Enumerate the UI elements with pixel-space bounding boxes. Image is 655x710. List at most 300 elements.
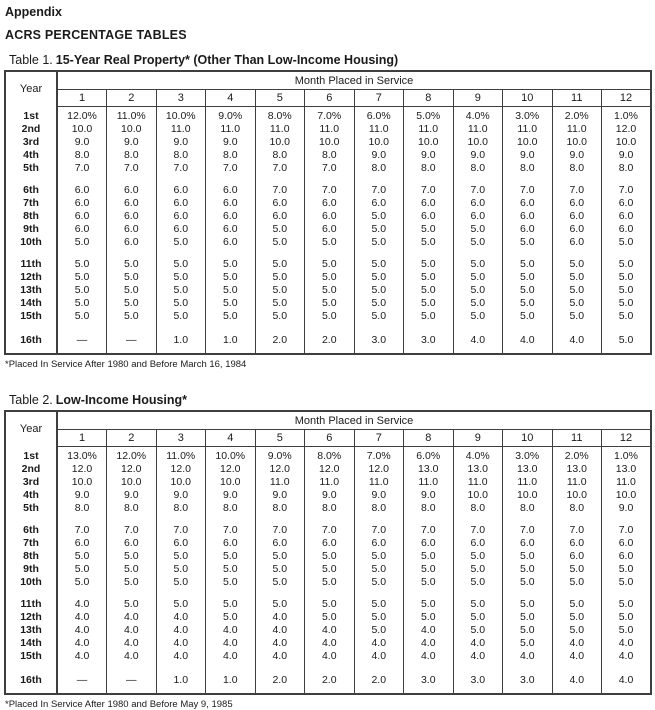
percentage-cell: 6.0 (404, 210, 454, 223)
percentage-cell: 5.0 (552, 258, 602, 271)
percentage-cell: 6.0 (404, 197, 454, 210)
spacer-cell (57, 249, 107, 258)
month-column-header: 2 (107, 430, 157, 447)
percentage-cell: 7.0 (453, 184, 503, 197)
percentage-cell: 12.0% (57, 107, 107, 124)
spacer-cell (354, 249, 404, 258)
percentage-cell: 6.0 (503, 223, 553, 236)
percentage-cell: 3.0 (503, 672, 553, 694)
percentage-cell: — (107, 672, 157, 694)
percentage-cell: 8.0 (552, 162, 602, 175)
percentage-cell: 6.0 (602, 210, 652, 223)
year-label: 2nd (5, 463, 57, 476)
year-label: 3rd (5, 136, 57, 149)
percentage-cell: 5.0 (503, 310, 553, 323)
month-column-header: 6 (305, 90, 355, 107)
spacer-cell (305, 175, 355, 184)
percentage-cell: 5.0 (255, 550, 305, 563)
table2-header-row-months (5, 430, 651, 447)
percentage-cell: 6.0 (255, 537, 305, 550)
table-row (5, 258, 651, 271)
spacer-cell (503, 175, 553, 184)
percentage-cell: 5.0 (404, 223, 454, 236)
percentage-cell: 6.0 (602, 197, 652, 210)
year-label: 4th (5, 489, 57, 502)
percentage-cell: 7.0 (305, 524, 355, 537)
table-row (5, 524, 651, 537)
percentage-cell: 5.0 (255, 598, 305, 611)
percentage-cell: 5.0 (503, 258, 553, 271)
percentage-cell: 9.0 (107, 489, 157, 502)
percentage-cell: 4.0 (404, 650, 454, 663)
percentage-cell: 4.0 (57, 637, 107, 650)
percentage-cell: 9.0 (404, 489, 454, 502)
spacer-cell (404, 589, 454, 598)
spacer-cell (5, 589, 57, 598)
percentage-cell: 7.0 (602, 184, 652, 197)
percentage-cell: 7.0 (57, 162, 107, 175)
month-column-header: 1 (57, 90, 107, 107)
percentage-cell: 5.0 (107, 271, 157, 284)
percentage-cell: 11.0 (206, 123, 256, 136)
percentage-cell: 7.0 (404, 184, 454, 197)
appendix-label: Appendix (5, 5, 62, 19)
table-row (5, 197, 651, 210)
percentage-cell: 4.0 (255, 611, 305, 624)
percentage-cell: 5.0 (602, 563, 652, 576)
percentage-cell: 6.0 (552, 537, 602, 550)
percentage-cell: 5.0 (404, 550, 454, 563)
percentage-cell: 5.0 (57, 310, 107, 323)
percentage-cell: 8.0 (255, 149, 305, 162)
percentage-cell: 5.0 (602, 310, 652, 323)
percentage-cell: 5.0 (107, 258, 157, 271)
spacer-cell (107, 323, 157, 332)
percentage-cell: 4.0 (156, 650, 206, 663)
percentage-cell: 2.0 (305, 672, 355, 694)
percentage-cell: 7.0 (602, 524, 652, 537)
percentage-cell: 6.0% (404, 447, 454, 464)
month-column-header: 12 (602, 430, 652, 447)
percentage-cell: 9.0 (156, 489, 206, 502)
percentage-cell: 5.0 (552, 563, 602, 576)
percentage-cell: 5.0 (57, 236, 107, 249)
percentage-cell: 5.0 (354, 611, 404, 624)
percentage-cell: 10.0 (206, 476, 256, 489)
percentage-cell: 5.0 (404, 297, 454, 310)
percentage-cell: 5.0 (354, 271, 404, 284)
spacer-cell (5, 175, 57, 184)
table-row (5, 502, 651, 515)
percentage-cell: 5.0 (57, 563, 107, 576)
percentage-cell: 6.0 (552, 550, 602, 563)
year-label: 11th (5, 258, 57, 271)
percentage-cell: 5.0 (503, 284, 553, 297)
table2-caption-title: Low-Income Housing* (55, 393, 188, 407)
percentage-cell: 12.0 (206, 463, 256, 476)
percentage-cell: 7.0 (552, 184, 602, 197)
year-label: 13th (5, 284, 57, 297)
percentage-cell: 10.0 (602, 489, 652, 502)
percentage-cell: 4.0 (552, 637, 602, 650)
percentage-cell: 11.0 (602, 476, 652, 489)
spacer-cell (602, 589, 652, 598)
percentage-cell: — (57, 332, 107, 354)
percentage-cell: 5.0 (602, 332, 652, 354)
percentage-cell: 4.0 (107, 637, 157, 650)
percentage-cell: 5.0 (107, 284, 157, 297)
percentage-cell: 10.0 (503, 489, 553, 502)
percentage-cell: 5.0 (156, 576, 206, 589)
percentage-cell: 5.0 (503, 576, 553, 589)
percentage-cell: 12.0% (107, 447, 157, 464)
percentage-cell: 5.0 (552, 624, 602, 637)
percentage-cell: 4.0 (602, 650, 652, 663)
spacer-cell (107, 175, 157, 184)
spacer-cell (305, 589, 355, 598)
percentage-cell: 7.0 (354, 524, 404, 537)
year-label: 8th (5, 550, 57, 563)
table-row (5, 447, 651, 464)
percentage-cell: 11.0 (404, 476, 454, 489)
percentage-cell: 5.0 (255, 310, 305, 323)
percentage-cell: 10.0 (453, 136, 503, 149)
spacer-cell (503, 663, 553, 672)
percentage-cell: 5.0 (305, 297, 355, 310)
percentage-cell: 11.0% (156, 447, 206, 464)
percentage-cell: 5.0 (453, 284, 503, 297)
percentage-cell: 5.0 (57, 258, 107, 271)
percentage-cell: 12.0 (305, 463, 355, 476)
percentage-cell: 8.0 (305, 149, 355, 162)
spacer-cell (57, 515, 107, 524)
percentage-cell: 8.0 (453, 502, 503, 515)
spacer-cell (552, 515, 602, 524)
percentage-cell: 5.0 (453, 297, 503, 310)
percentage-cell: 6.0 (156, 537, 206, 550)
percentage-cell: 2.0% (552, 447, 602, 464)
spacer-cell (206, 249, 256, 258)
percentage-cell: 6.0 (206, 197, 256, 210)
percentage-cell: 4.0 (354, 637, 404, 650)
percentage-cell: 5.0 (453, 550, 503, 563)
percentage-cell: 5.0 (57, 271, 107, 284)
percentage-cell: 13.0 (602, 463, 652, 476)
percentage-cell: 5.0 (107, 310, 157, 323)
year-label: 14th (5, 637, 57, 650)
spacer-cell (255, 515, 305, 524)
percentage-cell: 5.0 (602, 284, 652, 297)
percentage-cell: 5.0 (156, 297, 206, 310)
month-placed-in-service-header: Month Placed in Service (57, 71, 651, 90)
percentage-cell: 6.0 (503, 197, 553, 210)
percentage-cell: 6.0 (206, 537, 256, 550)
year-label: 7th (5, 197, 57, 210)
percentage-cell: 6.0 (305, 210, 355, 223)
row-group-spacer (5, 175, 651, 184)
percentage-cell: 5.0 (354, 563, 404, 576)
month-column-header: 11 (552, 90, 602, 107)
percentage-cell: 6.0 (354, 537, 404, 550)
year-label: 13th (5, 624, 57, 637)
percentage-cell: 5.0 (156, 271, 206, 284)
spacer-cell (552, 589, 602, 598)
percentage-cell: 11.0% (107, 107, 157, 124)
percentage-cell: 1.0% (602, 447, 652, 464)
percentage-cell: 4.0 (453, 650, 503, 663)
percentage-cell: 8.0 (354, 502, 404, 515)
year-label: 10th (5, 576, 57, 589)
spacer-cell (354, 589, 404, 598)
percentage-cell: 5.0 (206, 576, 256, 589)
percentage-cell: 13.0% (57, 447, 107, 464)
percentage-cell: 4.0 (206, 624, 256, 637)
percentage-cell: 5.0 (354, 624, 404, 637)
percentage-cell: 2.0 (255, 332, 305, 354)
year-label: 15th (5, 650, 57, 663)
percentage-cell: 6.0 (602, 550, 652, 563)
percentage-cell: 5.0 (305, 271, 355, 284)
table-row (5, 136, 651, 149)
table2-caption (9, 393, 655, 407)
percentage-cell: 11.0 (255, 123, 305, 136)
percentage-cell: 7.0 (156, 162, 206, 175)
percentage-cell: 5.0 (602, 598, 652, 611)
spacer-cell (404, 249, 454, 258)
percentage-cell: 5.0 (206, 563, 256, 576)
percentage-cell: 1.0 (156, 672, 206, 694)
percentage-cell: 5.0 (453, 576, 503, 589)
row-group-spacer (5, 323, 651, 332)
year-label: 12th (5, 611, 57, 624)
table1-caption-title: 15-Year Real Property* (Other Than Low-Income Housing) (55, 53, 399, 67)
percentage-cell: 4.0 (156, 611, 206, 624)
percentage-cell: 5.0 (354, 284, 404, 297)
table-row (5, 107, 651, 124)
percentage-cell: 5.0 (156, 550, 206, 563)
percentage-cell: 10.0 (107, 123, 157, 136)
percentage-cell: 2.0 (255, 672, 305, 694)
percentage-cell: 6.0 (305, 223, 355, 236)
percentage-cell: 5.0 (107, 576, 157, 589)
percentage-cell: 3.0 (354, 332, 404, 354)
percentage-cell: 5.0 (503, 550, 553, 563)
percentage-cell: 5.0 (107, 297, 157, 310)
spacer-cell (5, 515, 57, 524)
year-label: 16th (5, 332, 57, 354)
percentage-cell: 10.0 (552, 136, 602, 149)
percentage-cell: 5.0 (503, 236, 553, 249)
percentage-cell: 5.0 (305, 284, 355, 297)
spacer-cell (354, 323, 404, 332)
percentage-cell: 8.0 (503, 502, 553, 515)
spacer-cell (404, 515, 454, 524)
percentage-cell: 6.0 (552, 210, 602, 223)
percentage-cell: 7.0 (255, 162, 305, 175)
percentage-cell: 6.0 (305, 537, 355, 550)
percentage-cell: 4.0% (453, 447, 503, 464)
percentage-cell: 5.0 (255, 297, 305, 310)
percentage-cell: 3.0 (453, 672, 503, 694)
percentage-cell: 5.0 (206, 611, 256, 624)
percentage-cell: 5.0 (602, 624, 652, 637)
month-column-header: 2 (107, 90, 157, 107)
percentage-cell: 8.0 (404, 162, 454, 175)
percentage-cell: 11.0 (354, 476, 404, 489)
spacer-cell (5, 663, 57, 672)
spacer-cell (453, 323, 503, 332)
month-column-header: 7 (354, 90, 404, 107)
table2-footnote: *Placed In Service After 1980 and Before May 9, 1985 (5, 699, 233, 710)
month-column-header: 4 (206, 90, 256, 107)
year-label: 5th (5, 502, 57, 515)
percentage-cell: 6.0 (156, 197, 206, 210)
percentage-cell: 10.0 (453, 489, 503, 502)
percentage-cell: 2.0% (552, 107, 602, 124)
percentage-cell: 5.0 (503, 271, 553, 284)
spacer-cell (206, 663, 256, 672)
percentage-cell: 10.0 (354, 136, 404, 149)
percentage-cell: 6.0 (206, 184, 256, 197)
percentage-cell: 5.0 (354, 550, 404, 563)
percentage-cell: 6.0 (57, 197, 107, 210)
table-row (5, 611, 651, 624)
percentage-cell: 5.0 (354, 236, 404, 249)
spacer-cell (354, 663, 404, 672)
row-group-spacer (5, 589, 651, 598)
spacer-cell (156, 663, 206, 672)
percentage-cell: 10.0 (503, 136, 553, 149)
percentage-cell: 9.0 (57, 489, 107, 502)
percentage-cell: 6.0 (107, 197, 157, 210)
percentage-cell: 8.0 (206, 502, 256, 515)
spacer-cell (503, 515, 553, 524)
percentage-cell: 5.0 (156, 236, 206, 249)
percentage-cell: 10.0 (156, 476, 206, 489)
percentage-cell: 5.0 (602, 611, 652, 624)
spacer-cell (602, 663, 652, 672)
percentage-cell: 8.0 (255, 502, 305, 515)
year-label: 12th (5, 271, 57, 284)
percentage-cell: 7.0 (354, 184, 404, 197)
percentage-cell: 6.0 (602, 537, 652, 550)
percentage-cell: 5.0 (602, 258, 652, 271)
percentage-cell: 5.0 (404, 236, 454, 249)
percentage-cell: 5.0 (57, 297, 107, 310)
percentage-cell: 5.0 (107, 598, 157, 611)
spacer-cell (305, 663, 355, 672)
spacer-cell (57, 323, 107, 332)
percentage-cell: 8.0 (156, 149, 206, 162)
spacer-cell (552, 175, 602, 184)
percentage-cell: 8.0 (602, 162, 652, 175)
spacer-cell (453, 249, 503, 258)
percentage-cell: 5.0 (255, 284, 305, 297)
percentage-cell: 12.0 (107, 463, 157, 476)
percentage-cell: 9.0 (453, 149, 503, 162)
percentage-cell: 5.0 (305, 598, 355, 611)
spacer-cell (57, 175, 107, 184)
percentage-cell: 4.0 (503, 650, 553, 663)
percentage-cell: 5.0 (404, 576, 454, 589)
percentage-cell: 4.0 (602, 637, 652, 650)
percentage-cell: 11.0 (305, 123, 355, 136)
year-label: 2nd (5, 123, 57, 136)
percentage-cell: 6.0 (156, 184, 206, 197)
month-column-header: 6 (305, 430, 355, 447)
percentage-cell: 6.0 (107, 210, 157, 223)
percentage-cell: 5.0 (156, 284, 206, 297)
percentage-cell: 6.0 (552, 197, 602, 210)
year-label: 1st (5, 107, 57, 124)
percentage-cell: 6.0 (552, 223, 602, 236)
percentage-cell: 10.0% (156, 107, 206, 124)
spacer-cell (206, 175, 256, 184)
percentage-cell: 13.0 (552, 463, 602, 476)
percentage-cell: 7.0 (255, 524, 305, 537)
table-row (5, 123, 651, 136)
spacer-cell (503, 249, 553, 258)
percentage-cell: 5.0 (503, 637, 553, 650)
percentage-cell: 5.0 (305, 236, 355, 249)
percentage-cell: 7.0% (354, 447, 404, 464)
table-row (5, 576, 651, 589)
percentage-cell: 5.0 (206, 310, 256, 323)
percentage-cell: 6.0 (354, 197, 404, 210)
spacer-cell (255, 175, 305, 184)
spacer-cell (404, 663, 454, 672)
percentage-cell: 4.0% (453, 107, 503, 124)
percentage-cell: 6.0 (57, 537, 107, 550)
month-column-header: 12 (602, 90, 652, 107)
percentage-cell: 5.0 (354, 576, 404, 589)
spacer-cell (354, 515, 404, 524)
percentage-cell: 5.0 (552, 576, 602, 589)
percentage-cell: 4.0 (57, 650, 107, 663)
spacer-cell (503, 589, 553, 598)
percentage-cell: 12.0 (602, 123, 652, 136)
percentage-cell: 7.0 (206, 524, 256, 537)
percentage-cell: 8.0 (206, 149, 256, 162)
spacer-cell (305, 323, 355, 332)
table-row (5, 332, 651, 354)
spacer-cell (354, 175, 404, 184)
percentage-cell: 5.0 (503, 624, 553, 637)
spacer-cell (57, 589, 107, 598)
percentage-cell: 4.0 (453, 332, 503, 354)
percentage-cell: 6.0 (107, 537, 157, 550)
percentage-cell: 5.0 (453, 310, 503, 323)
percentage-cell: 6.0 (552, 236, 602, 249)
percentage-cell: 11.0 (503, 123, 553, 136)
percentage-cell: 4.0 (552, 672, 602, 694)
percentage-cell: 9.0% (255, 447, 305, 464)
percentage-cell: 11.0 (453, 476, 503, 489)
percentage-cell: 9.0% (206, 107, 256, 124)
percentage-cell: 6.0 (453, 210, 503, 223)
percentage-cell: 6.0 (255, 210, 305, 223)
table-row (5, 624, 651, 637)
table-row (5, 550, 651, 563)
spacer-cell (156, 515, 206, 524)
month-column-header: 4 (206, 430, 256, 447)
percentage-cell: 6.0% (354, 107, 404, 124)
year-label: 6th (5, 524, 57, 537)
percentage-cell: 5.0 (206, 258, 256, 271)
table1-header-row-months (5, 90, 651, 107)
table1-footnote: *Placed In Service After 1980 and Before March 16, 1984 (5, 359, 247, 370)
percentage-cell: 6.0 (156, 223, 206, 236)
